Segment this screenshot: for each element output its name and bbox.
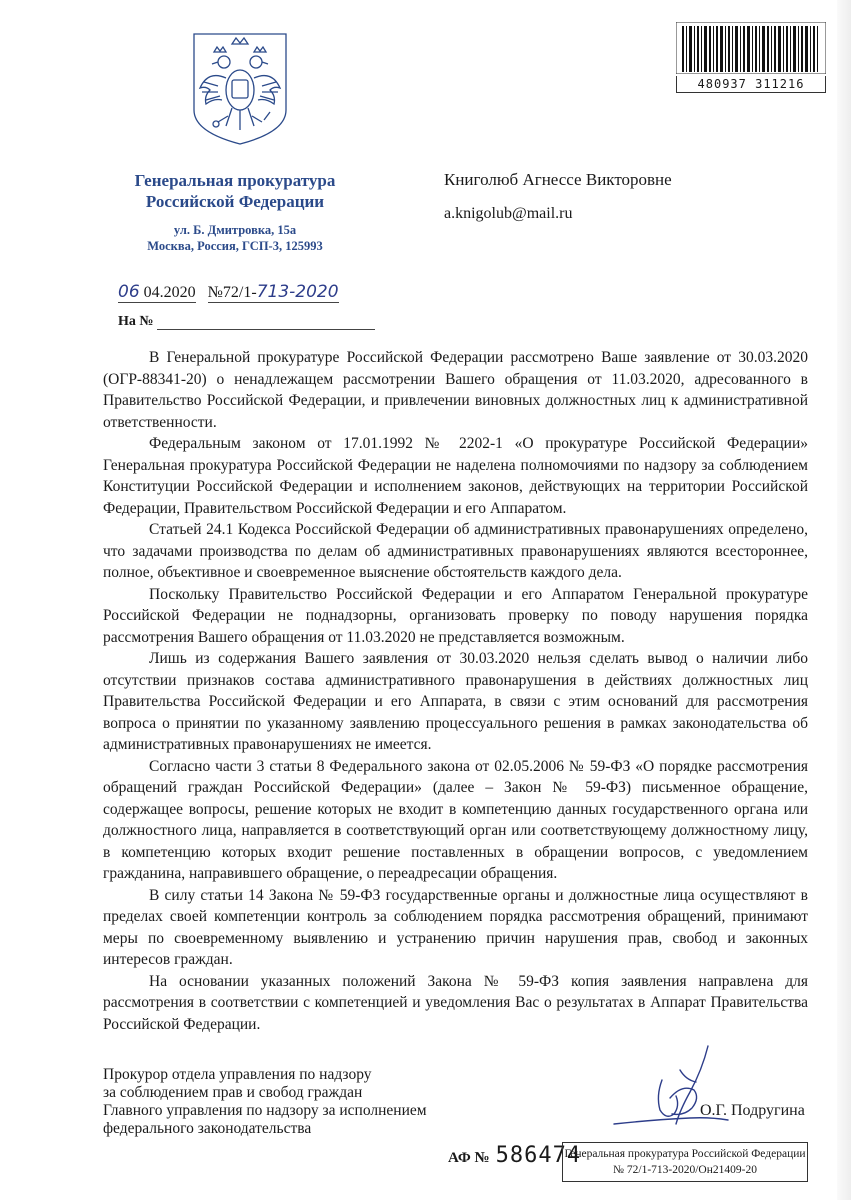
stamp-number: № 72/1-713-2020/Он21409-20 — [613, 1164, 757, 1176]
body-paragraph: Статьей 24.1 Кодекса Российской Федерации об административных правонарушениях определено, что задачами производства по делам об административных правонарушениях являются всестороннее, полное, объективное и своевременное выяснение обстоятельств каждого дела. — [103, 521, 808, 581]
outgoing-number — [208, 282, 339, 303]
number-handwritten: 713-2020 — [256, 282, 339, 302]
outgoing-date-number — [118, 282, 339, 303]
registration-stamp — [562, 1142, 808, 1182]
reply-reference-blank — [157, 315, 375, 330]
signatory-title — [103, 1066, 483, 1138]
signatory-name: О.Г. Подругина — [700, 1102, 805, 1119]
signatory-title-line: Главного управления по надзору за исполнением — [103, 1102, 427, 1119]
recipient-email: a.knigolub@mail.ru — [444, 205, 573, 222]
stamp-organization: Генеральная прокуратура Российской Федерации — [564, 1148, 806, 1160]
date-day-handwritten: 06 — [118, 282, 140, 302]
number-prefix: №72/1- — [207, 284, 257, 301]
body-paragraph: На основании указанных положений Закона № 59-ФЗ копия заявления направлена для рассмотрения в соответствии с компетенцией и уведомления Вас о результатах в Аппарат Правительства Российской Федерации. — [103, 972, 808, 1033]
reply-reference-label: На № — [118, 314, 154, 329]
sender-address-line2: Москва, Россия, ГСП-3, 125993 — [147, 239, 323, 253]
body-paragraph: Федеральным законом от 17.01.1992 № 2202-1 «О прокуратуре Российской Федерации» Генеральная прокуратура Российской Федерации не наделена полномочиями по надзору за соблюдением Конституции Российской Федерации и исполнением законов, действующих на территории Российской Федерации, Правительством Российской Федерации и его Аппаратом. — [103, 435, 808, 517]
form-serial-label: АФ № — [448, 1150, 490, 1166]
signatory-title-line: за соблюдением прав и свобод граждан — [103, 1084, 363, 1101]
body-paragraph: В Генеральной прокуратуре Российской Федерации рассмотрено Ваше заявление от 30.03.2020 (ОГР-88341-20) о ненадлежащем рассмотрении Вашего обращения от 11.03.2020, адресованного в Правительство Российской Федерации, и привлечении виновных должностных лиц к административной ответственности. — [103, 349, 808, 431]
letter-body — [103, 347, 808, 1035]
signatory-title-line: федерального законодательства — [103, 1120, 312, 1137]
outgoing-date — [118, 282, 196, 303]
page-edge-shadow — [837, 0, 851, 1200]
barcode — [676, 22, 826, 74]
body-paragraph: В силу статьи 14 Закона № 59-ФЗ государственные органы и должностные лица осуществляют в пределах своей компетенции контроль за соблюдением порядка рассмотрения обращений, принимают меры по своевременному выявлению и устранению причин нарушения прав, свобод и законных интересов граждан. — [103, 886, 808, 968]
sender-org-line2: Российской Федерации — [145, 192, 325, 211]
body-paragraph: Лишь из содержания Вашего заявления от 30.03.2020 нельзя сделать вывод о наличии либо отсутствии признаков состава административного правонарушения в действиях должностных лиц Правительства Российской Федерации и его Аппарата, в связи с этим оснований для рассмотрения вопроса о принятии по указанному заявлению процессуального решения в рамках законодательства об административных правонарушениях не имеется. — [103, 650, 808, 753]
sender-address-line1: ул. Б. Дмитровка, 15а — [173, 223, 297, 237]
body-paragraph: Согласно части 3 статьи 8 Федерального закона от 02.05.2006 № 59-ФЗ «О порядке рассмотрения обращений граждан Российской Федерации» (далее – Закон № 59-ФЗ) письменное обращение, содержащее вопросы, решение которых не входит в компетенцию данных государственного органа или должностного лица, направляется в соответствующий орган или соответствующему должностному лицу, в компетенцию которых входит решение поставленных в обращении вопросов, с уведомлением гражданина, направившего обращение, о переадресации обращения. — [103, 757, 808, 882]
form-serial-number: 586474 — [495, 1143, 582, 1168]
sender-org-line1: Генеральная прокуратура — [134, 171, 336, 190]
handwritten-signature — [610, 1040, 740, 1140]
signatory-title-line: Прокурор отдела управления по надзору — [103, 1066, 372, 1083]
reply-reference — [118, 314, 375, 330]
russian-coat-of-arms-icon — [188, 30, 292, 148]
sender-address — [110, 222, 360, 254]
recipient-name: Книголюб Агнессе Викторовне — [444, 170, 672, 189]
barcode-number: 480937 311216 — [676, 76, 826, 93]
date-month-year: 04.2020 — [143, 284, 196, 301]
body-paragraph: Поскольку Правительство Российской Федерации и его Аппаратом Генеральной прокуратуре Российской Федерации не поднадзорны, организовать проверку по поводу нарушения порядка рассмотрения Вашего обращения от 11.03.2020 не представляется возможным. — [103, 585, 808, 646]
sender-organization — [110, 170, 360, 212]
